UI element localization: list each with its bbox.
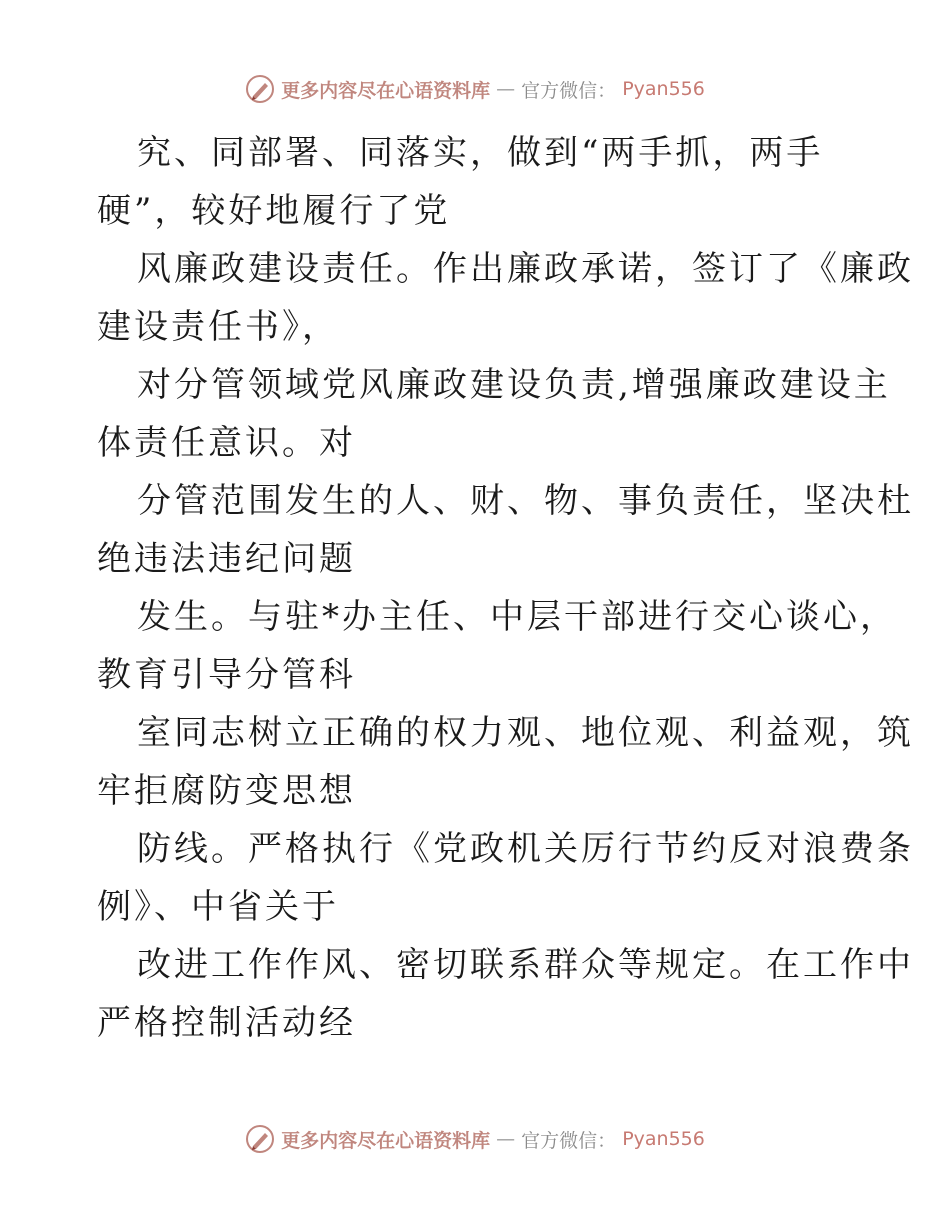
- paragraph: [97, 240, 914, 356]
- paragraph: [97, 936, 914, 1052]
- header-watermark: [0, 74, 950, 104]
- footer-watermark: [0, 1124, 950, 1154]
- watermark-wechat-label: 官方微信：: [521, 1129, 617, 1152]
- watermark-separator: —: [496, 1128, 516, 1150]
- paragraph-line: 室同志树立正确的权力观、地位观、利益观，筑: [137, 713, 914, 753]
- paragraph-line: 体责任意识。对: [97, 423, 356, 463]
- document-body: [97, 124, 914, 1052]
- paragraph-line: 教育引导分管科: [97, 655, 356, 695]
- paragraph-line: 绝违法违纪问题: [97, 539, 356, 579]
- paragraph: [97, 820, 914, 936]
- paragraph-line: 硬”，较好地履行了党: [97, 191, 451, 231]
- paragraph: [97, 472, 914, 588]
- watermark-wechat-id: Pyan556: [622, 1128, 705, 1150]
- watermark-wechat-label: 官方微信：: [521, 79, 617, 102]
- watermark-separator: —: [496, 78, 516, 100]
- paragraph: [97, 124, 877, 240]
- paragraph-line: 防线。严格执行《党政机关厉行节约反对浪费条: [137, 829, 914, 869]
- paragraph-line: 风廉政建设责任。作出廉政承诺，签订了《廉政: [137, 249, 914, 289]
- paragraph: [97, 356, 891, 472]
- paragraph-line: 严格控制活动经: [97, 1003, 356, 1043]
- paragraph: [97, 588, 897, 704]
- watermark-main-text: 更多内容尽在心语资料库: [281, 1129, 491, 1152]
- paragraph-line: 发生。与驻*办主任、中层干部进行交心谈心，: [137, 597, 897, 637]
- watermark-wechat-id: Pyan556: [622, 78, 705, 100]
- pen-logo-icon: [245, 74, 275, 104]
- pen-logo-icon: [245, 1124, 275, 1154]
- paragraph-line: 例》、中省关于: [97, 887, 339, 927]
- watermark-main-text: 更多内容尽在心语资料库: [281, 79, 491, 102]
- paragraph-line: 建设责任书》，: [97, 307, 339, 347]
- paragraph-line: 分管范围发生的人、财、物、事负责任，坚决杜: [137, 481, 914, 521]
- paragraph-line: 牢拒腐防变思想: [97, 771, 356, 811]
- paragraph: [97, 704, 914, 820]
- paragraph-line: 改进工作作风、密切联系群众等规定。在工作中: [137, 945, 914, 985]
- paragraph-line: 究、同部署、同落实，做到“两手抓，两手: [137, 133, 824, 173]
- paragraph-line: 对分管领域党风廉政建设负责,增强廉政建设主: [137, 365, 891, 405]
